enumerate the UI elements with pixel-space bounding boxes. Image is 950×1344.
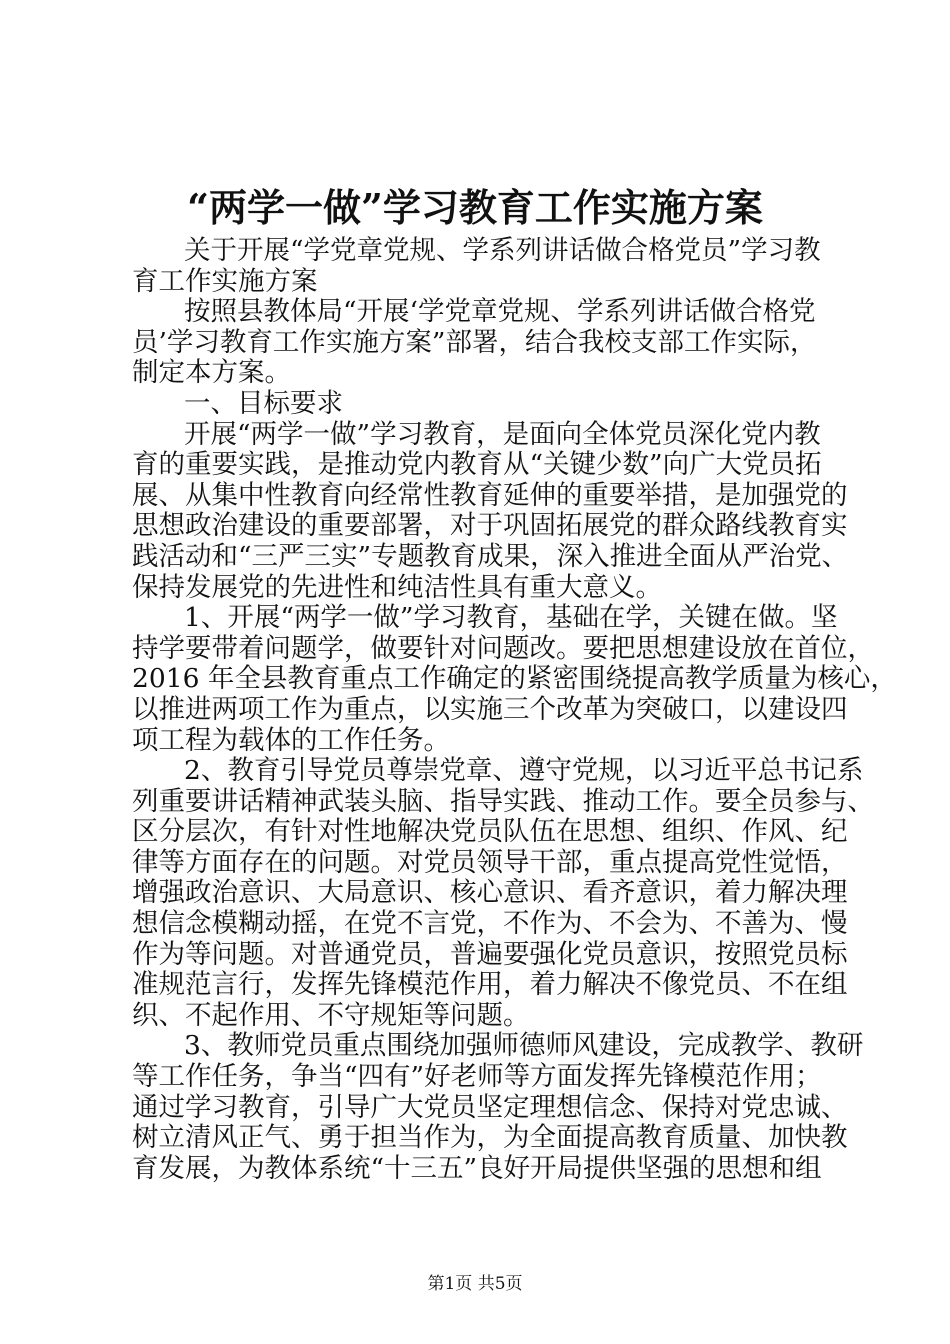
text-line: 织、不起作用、不守规矩等问题。 <box>132 999 530 1031</box>
text-line: 保持发展党的先进性和纯洁性具有重大意义。 <box>132 571 662 603</box>
text-line: 育工作实施方案 <box>132 265 318 297</box>
text-line: 持学要带着问题学，做要针对问题改。要把思想建设放在首位， <box>132 632 874 664</box>
text-line: 准规范言行，发挥先锋模范作用，着力解决不像党员、不在组 <box>132 969 848 1001</box>
text-line: 员’学习教育工作实施方案”部署，结合我校支部工作实际， <box>132 326 817 358</box>
text-line: 1、开展“两学一做”学习教育，基础在学，关键在做。坚 <box>184 602 838 634</box>
text-line: 一、目标要求 <box>184 387 343 419</box>
text-line: 想信念模糊动摇，在党不言党，不作为、不会为、不善为、慢 <box>132 908 848 940</box>
text-line: 项工程为载体的工作任务。 <box>132 724 450 756</box>
document-body <box>132 235 897 1184</box>
text-line: 按照县教体局“开展‘学党章党规、学系列讲话做合格党 <box>184 296 816 328</box>
text-line: 2016 年全县教育重点工作确定的紧密围绕提高教学质量为核心， <box>132 663 897 695</box>
text-line: 育发展，为教体系统“十三五”良好开局提供坚强的思想和组 <box>132 1152 822 1184</box>
text-line: 等工作任务，争当“四有”好老师等方面发挥先锋模范作用； <box>132 1061 822 1093</box>
text-line: 增强政治意识、大局意识、核心意识、看齐意识，着力解决理 <box>132 877 848 909</box>
text-line: 树立清风正气、勇于担当作为，为全面提高教育质量、加快教 <box>132 1122 848 1154</box>
text-line: 展、从集中性教育向经常性教育延伸的重要举措，是加强党的 <box>132 479 848 511</box>
page-footer: 第1页 共5页 <box>427 1274 523 1294</box>
text-line: 制定本方案。 <box>132 357 291 389</box>
document-title: “两学一做”学习教育工作实施方案 <box>187 185 763 230</box>
text-line: 思想政治建设的重要部署，对于巩固拓展党的群众路线教育实 <box>132 510 848 542</box>
text-line: 律等方面存在的问题。对党员领导干部，重点提高党性觉悟， <box>132 846 848 878</box>
text-line: 开展“两学一做”学习教育，是面向全体党员深化党内教 <box>184 418 821 450</box>
text-line: 作为等问题。对普通党员，普遍要强化党员意识，按照党员标 <box>132 938 848 970</box>
text-line: 践活动和“三严三实”专题教育成果，深入推进全面从严治党、 <box>132 540 849 572</box>
text-line: 育的重要实践，是推动党内教育从“关键少数”向广大党员拓 <box>132 449 822 481</box>
text-line: 关于开展“学党章党规、学系列讲话做合格党员”学习教 <box>184 235 821 266</box>
text-line: 区分层次，有针对性地解决党员队伍在思想、组织、作风、纪 <box>132 816 848 848</box>
text-line: 列重要讲话精神武装头脑、指导实践、推动工作。要全员参与、 <box>132 785 874 817</box>
text-line: 2、教育引导党员尊崇党章、遵守党规，以习近平总书记系 <box>184 755 864 787</box>
text-line: 以推进两项工作为重点，以实施三个改革为突破口，以建设四 <box>132 693 848 725</box>
text-line: 通过学习教育，引导广大党员坚定理想信念、保持对党忠诚、 <box>132 1091 848 1123</box>
text-line: 3、教师党员重点围绕加强师德师风建设，完成教学、教研 <box>184 1030 864 1062</box>
